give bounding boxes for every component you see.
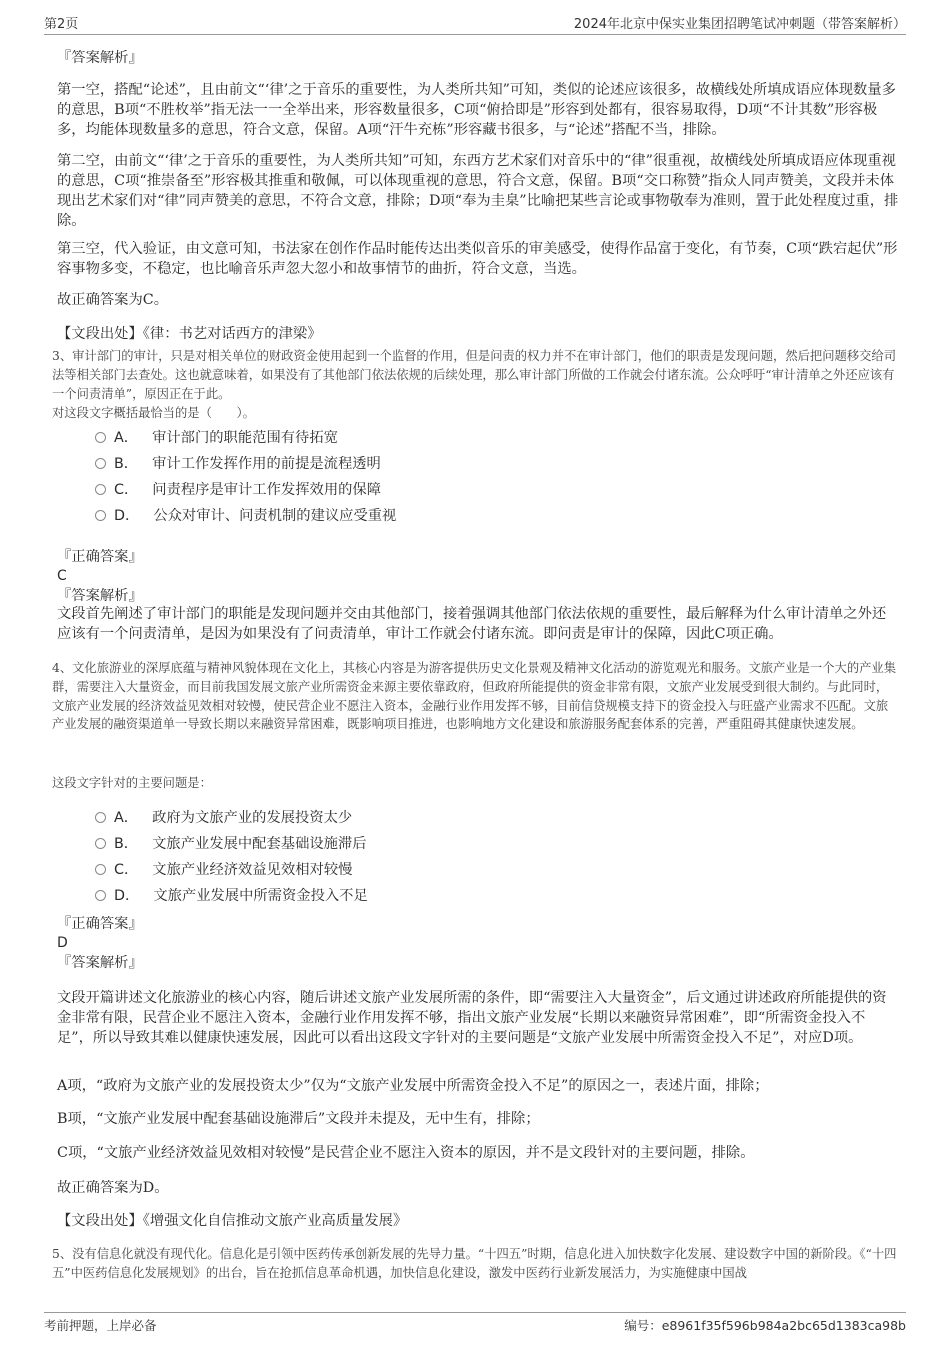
radio-button[interactable] — [95, 510, 106, 521]
q2-conclusion: 故正确答案为C。 — [57, 292, 169, 308]
q3-answer-label: 『正确答案』 — [57, 549, 143, 565]
q4-option-c-note: C项，“文旅产业经济效益见效相对较慢”是民营企业不愿注入资本的原因，并不是文段针对的主要问题，排除。 — [57, 1145, 755, 1161]
q4-option-a-note: A项，“政府为文旅产业的发展投资太少”仅为“文旅产业发展中所需资金投入不足”的原因之一，表述片面，排除； — [57, 1078, 769, 1094]
page-footer — [44, 1312, 906, 1335]
radio-button[interactable] — [95, 812, 106, 823]
q4-conclusion: 故正确答案为D。 — [57, 1180, 169, 1196]
q3-answer: C — [57, 568, 67, 584]
q4-option-b[interactable]: B． 文旅产业发展中配套基础设施滞后 — [95, 834, 367, 854]
q5-stem: 5、没有信息化就没有现代化。信息化是引领中医药传承创新发展的先导力量。“十四五”时期，信息化进入加快数字化发展、建设数字中国的新阶段。《“十四五”中医药信息化发展规划》的出台，旨在抢抓信息革命机遇，加快信息化建设，激发中医药行业新发展活力，为实施健康中国战 — [52, 1247, 897, 1280]
q3-question: 对这段文字概括最恰当的是（ ）。 — [52, 406, 255, 420]
page-header — [44, 12, 906, 35]
q2-analysis-p2: 第二空，由前文“‘律’之于音乐的重要性，为人类所共知”可知，东西方艺术家们对音乐中的“律”很重视，故横线处所填成语应体现重视的意思，C项“推崇备至”形容极其推重和敬佩，可以体现重视的意思，符合文意，保留。B项“交口称赞”指众人同声赞美，文段并未体现出艺术家们对“律”同声赞美的意思，不符合文意，排除；D项“奉为圭臬”比喻把某些言论或事物敬奉为准则，置于此处程度过重，排除。 — [57, 153, 899, 229]
q2-analysis-p1: 第一空，搭配“论述”，且由前文“‘律’之于音乐的重要性，为人类所共知”可知，类似的论述应该很多，故横线处所填成语应体现数量多的意思，B项“不胜枚举”指无法一一全举出来，形容数量很多，C项“俯拾即是”形容到处都有，很容易取得，D项“不计其数”形容极多，均能体现数量多的意思，符合文意，保留。A项“汗牛充栋”形容藏书很多，与“论述”搭配不当，排除。 — [57, 82, 896, 138]
q3-option-d[interactable]: D． 公众对审计、问责机制的建议应受重视 — [95, 506, 396, 526]
q4-stem: 4、文化旅游业的深厚底蕴与精神风貌体现在文化上，其核心内容是为游客提供历史文化景观及精神文化活动的游览观光和服务。文旅产业是一个大的产业集群，需要注入大量资金，而目前我国发展文旅产业所需资金来源主要依靠政府，但政府所能提供的资金非常有限，文旅产业发展受到很大制约。与此同时，文旅产业发展的经济效益见效相对较慢，使民营企业不愿注入资本，金融行业作用发挥不够，目前信贷规模支持下的资金投入与旺盛产业需求不匹配。文旅产业发展的融资渠道单一导致长期以来融资异常困难，既影响项目推进，也影响地方文化建设和旅游服务配套体系的完善，严重阻碍其健康快速发展。 — [52, 661, 897, 732]
q4-option-d[interactable]: D． 文旅产业发展中所需资金投入不足 — [95, 886, 368, 906]
radio-button[interactable] — [95, 864, 106, 875]
page-number: 第2页 — [44, 17, 79, 32]
q4-option-a[interactable]: A． 政府为文旅产业的发展投资太少 — [95, 808, 352, 828]
q3-option-c[interactable]: C． 问责程序是审计工作发挥效用的保障 — [95, 480, 381, 500]
q3-analysis-label: 『答案解析』 — [57, 588, 143, 604]
document-title: 2024年北京中保实业集团招聘笔试冲刺题（带答案解析） — [573, 17, 906, 32]
q4-analysis-label: 『答案解析』 — [57, 955, 143, 971]
q3-analysis: 文段首先阐述了审计部门的职能是发现问题并交由其他部门，接着强调其他部门依法依规的重要性，最后解释为什么审计清单之外还应该有一个问责清单，是因为如果没有了问责清单，审计工作就会付诸东流。即问责是审计的保障，因此C项正确。 — [57, 606, 887, 642]
q3-option-a[interactable]: A． 审计部门的职能范围有待拓宽 — [95, 428, 338, 448]
q4-answer: D — [57, 935, 68, 951]
q4-source: 【文段出处】《增强文化自信推动文旅产业高质量发展》 — [57, 1213, 408, 1229]
q2-source: 【文段出处】《律：书艺对话西方的津梁》 — [57, 326, 322, 342]
radio-button[interactable] — [95, 458, 106, 469]
q4-option-b-note: B项，“文旅产业发展中配套基础设施滞后”文段并未提及，无中生有，排除； — [57, 1111, 540, 1127]
q3-stem: 3、审计部门的审计，只是对相关单位的财政资金使用起到一个监督的作用，但是问责的权力并不在审计部门，他们的职责是发现问题，然后把问题移交给司法等相关部门去查处。这也就意味着，如果没有了其他部门依法依规的后续处理，那么审计部门所做的工作就会付诸东流。公众呼吁“审计清单之外还应该有一个问责清单”，原因正在于此。 — [52, 349, 897, 401]
q4-answer-label: 『正确答案』 — [57, 916, 143, 932]
radio-button[interactable] — [95, 432, 106, 443]
q2-analysis-label: 『答案解析』 — [57, 50, 143, 66]
footer-slogan: 考前押题，上岸必备 — [44, 1318, 157, 1333]
document-id: 编号：e8961f35f596b984a2bc65d1383ca98b — [624, 1318, 906, 1333]
q4-question: 这段文字针对的主要问题是： — [52, 776, 212, 790]
q3-option-b[interactable]: B． 审计工作发挥作用的前提是流程透明 — [95, 454, 381, 474]
radio-button[interactable] — [95, 890, 106, 901]
q4-analysis: 文段开篇讲述文化旅游业的核心内容，随后讲述文旅产业发展所需的条件，即“需要注入大量资金”，后文通过讲述政府所能提供的资金非常有限，民营企业不愿注入资本，金融行业作用发挥不够，指出文旅产业发展“长期以来融资异常困难”，即“所需资金投入不足”，所以导致其难以健康快速发展，因此可以看出这段文字针对的主要问题是“文旅产业发展中所需资金投入不足”，对应D项。 — [57, 990, 887, 1046]
radio-button[interactable] — [95, 484, 106, 495]
radio-button[interactable] — [95, 838, 106, 849]
q4-option-c[interactable]: C． 文旅产业经济效益见效相对较慢 — [95, 860, 352, 880]
q2-analysis-p3: 第三空，代入验证，由文意可知，书法家在创作作品时能传达出类似音乐的审美感受，使得作品富于变化，有节奏，C项“跌宕起伏”形容事物多变，不稳定，也比喻音乐声忽大忽小和故事情节的曲折，符合文意，当选。 — [57, 241, 898, 277]
